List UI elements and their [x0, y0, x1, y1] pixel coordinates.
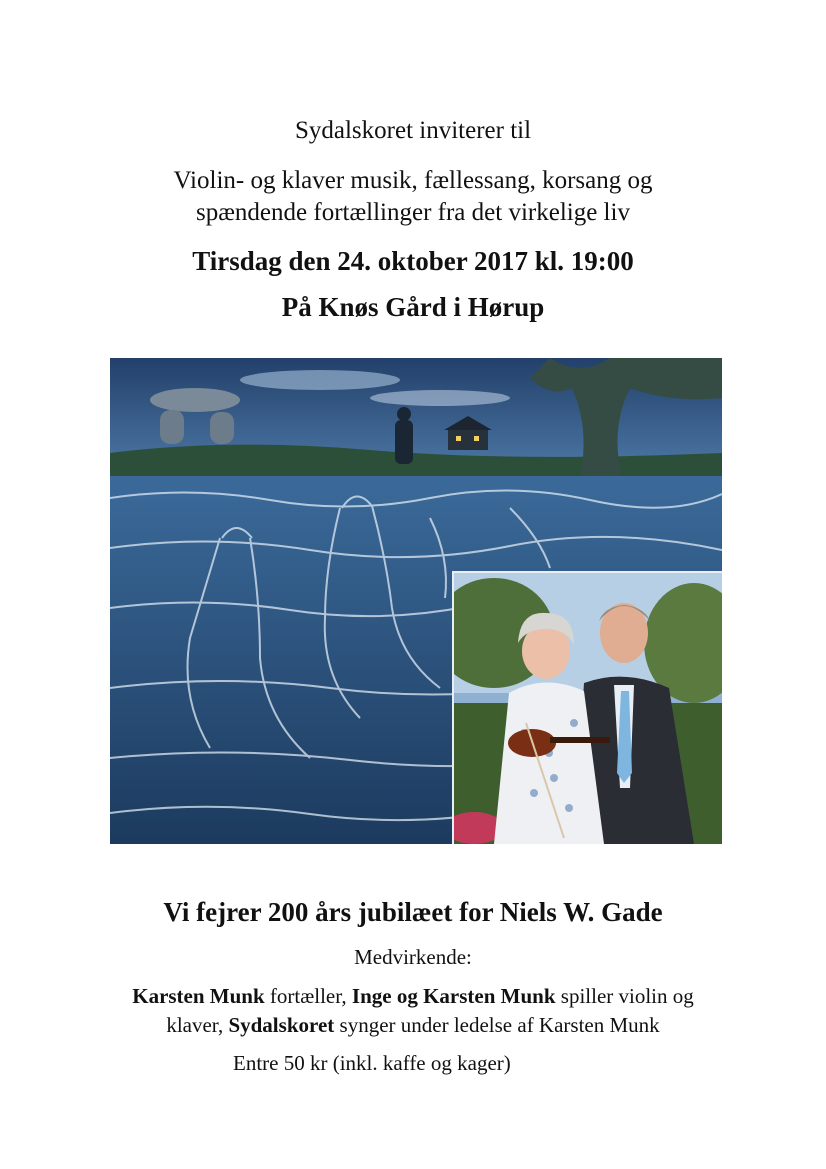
photo-image — [452, 571, 722, 844]
cast-role-2b: klaver, — [166, 1013, 229, 1037]
image-collage — [110, 358, 722, 844]
event-date: Tirsdag den 24. oktober 2017 kl. 19:00 — [192, 246, 634, 276]
cast-role-1: fortæller, — [264, 984, 352, 1008]
jubilee-heading: Vi fejrer 200 års jubilæet for Niels W. Gade — [163, 897, 663, 927]
cast-name-2: Inge og Karsten Munk — [351, 984, 556, 1008]
description-line-2: spændende fortællinger fra det virkelige liv — [196, 199, 630, 226]
cast-role-2: spiller violin og — [555, 984, 694, 1008]
cast-line-1 — [0, 984, 826, 1009]
entry-price: Entre 50 kr (inkl. kaffe og kager) — [233, 1051, 511, 1075]
description-line-1: Violin- og klaver musik, fællessang, korsang og — [173, 167, 653, 194]
contributors-label: Medvirkende: — [354, 945, 472, 969]
intro-text: Sydalskoret inviterer til — [294, 117, 532, 144]
cast-name-1: Karsten Munk — [132, 984, 265, 1008]
event-venue: På Knøs Gård i Hørup — [281, 292, 545, 322]
cast-role-3: synger under ledelse af Karsten Munk — [334, 1013, 660, 1037]
cast-line-2 — [0, 1013, 826, 1038]
cast-name-3: Sydalskoret — [228, 1013, 335, 1037]
